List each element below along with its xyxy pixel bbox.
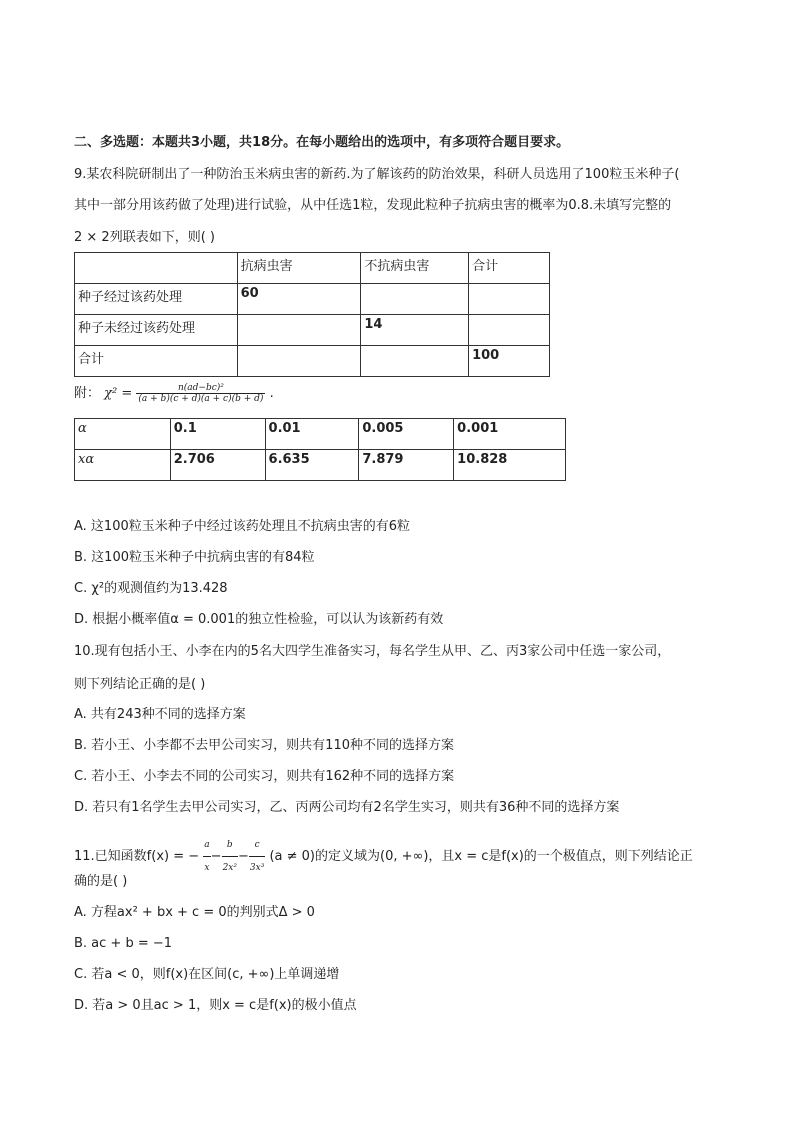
q9-option-c: C. χ²的观测值约为13.428 [74,581,228,596]
formula-numerator: n(ad−bc)² [136,383,265,394]
table-cell [361,284,469,315]
formula-fraction [136,383,265,404]
formula-suffix: . [269,386,274,401]
table-cell: 14 [361,315,469,346]
chi-square-formula [74,382,274,412]
table-row [75,419,566,450]
table-cell: 种子经过该药处理 [75,284,238,315]
frac-denominator: x [204,863,210,873]
table-cell: 6.635 [265,450,359,481]
q11-option-d: D. 若a > 0且ac > 1，则x = c是f(x)的极小值点 [74,998,357,1013]
critical-value-table [74,418,566,481]
section-header: 二、多选题：本题共3小题，共18分。在每小题给出的选项中，有多项符合题目要求。 [74,135,570,150]
formula-lhs: χ² = [104,386,133,401]
table-cell: 合计 [75,346,238,377]
formula-prefix: 附： [74,386,101,401]
table-row [75,253,550,284]
contingency-table [74,252,550,377]
frac-denominator: 2x² [222,863,237,873]
table-cell [361,346,469,377]
q11-stem-line2: 确的是( ) [74,874,128,889]
q11-stem-start: 11.已知函数f(x) = − [74,849,200,864]
q11-option-a: A. 方程ax² + bx + c = 0的判别式Δ > 0 [74,905,315,920]
table-row [75,315,550,346]
table-row [75,346,550,377]
q9-stem-line2: 其中一部分用该药做了处理)进行试验，从中任选1粒，发现此粒种子抗病虫害的概率为0.8.未填写完整的 [74,198,672,213]
table-cell: 种子未经过该药处理 [75,315,238,346]
table-cell [237,315,361,346]
table-cell: 7.879 [359,450,454,481]
frac-numerator: a [203,834,210,857]
table-cell: xα [75,450,171,481]
q11-option-b: B. ac + b = −1 [74,936,173,951]
q10-option-d: D. 若只有1名学生去甲公司实习，乙、丙两公司均有2名学生实习，则共有36种不同的选择方案 [74,800,620,815]
q11-option-c: C. 若a < 0，则f(x)在区间(c, +∞)上单调递增 [74,967,340,982]
q9-stem-line3: 2 × 2列联表如下，则( ) [74,230,215,245]
table-cell: 0.1 [170,419,265,450]
table-cell: 0.005 [359,419,454,450]
q10-option-a: A. 共有243种不同的选择方案 [74,707,246,722]
table-cell [75,253,238,284]
table-cell [469,315,550,346]
q11-stem-end: (a ≠ 0)的定义域为(0, +∞)，且x = c是f(x)的一个极值点，则下列结论正 [269,849,693,864]
table-cell: 60 [237,284,361,315]
frac-numerator: c [249,834,265,857]
table-cell: α [75,419,171,450]
table-cell: 10.828 [454,450,566,481]
q10-stem-line1: 10.现有包括小王、小李在内的5名大四学生准备实习，每名学生从甲、乙、丙3家公司中任选一家公司， [74,644,671,659]
q10-option-b: B. 若小王、小李都不去甲公司实习，则共有110种不同的选择方案 [74,738,454,753]
table-row [75,450,566,481]
table-cell: 0.001 [454,419,566,450]
table-cell: 100 [469,346,550,377]
q9-stem-line1: 9.某农科院研制出了一种防治玉米病虫害的新药.为了解该药的防治效果，科研人员选用了100粒玉米种子( [74,167,680,182]
frac-numerator: b [222,834,238,857]
table-header: 合计 [469,253,550,284]
q10-option-c: C. 若小王、小李去不同的公司实习，则共有162种不同的选择方案 [74,769,455,784]
frac-denominator: 3x³ [249,863,265,873]
formula-denominator: (a + b)(c + d)(a + c)(b + d) [138,394,264,404]
table-header: 抗病虫害 [237,253,361,284]
table-row [75,284,550,315]
table-cell [237,346,361,377]
table-cell [469,284,550,315]
table-cell: 2.706 [170,450,265,481]
table-cell: 0.01 [265,419,359,450]
q10-stem-line2: 则下列结论正确的是( ) [74,677,206,692]
q9-option-b: B. 这100粒玉米种子中抗病虫害的有84粒 [74,550,315,565]
q11-stem-line1: 11.已知函数f(x) = − $\frac{a}{x}$ − $\frac{b}{\text{2x²}}$ − $\frac{c}{\text{3x³}}$ (a ≠ 0)的定义域为(0, +∞)，且x = c是f(x)的一个极值点，则下列结论正 [74,834,754,879]
table-header: 不抗病虫害 [361,253,469,284]
q9-option-a: A. 这100粒玉米种子中经过该药处理且不抗病虫害的有6粒 [74,519,411,534]
q9-option-d: D. 根据小概率值α = 0.001的独立性检验，可以认为该新药有效 [74,612,444,627]
